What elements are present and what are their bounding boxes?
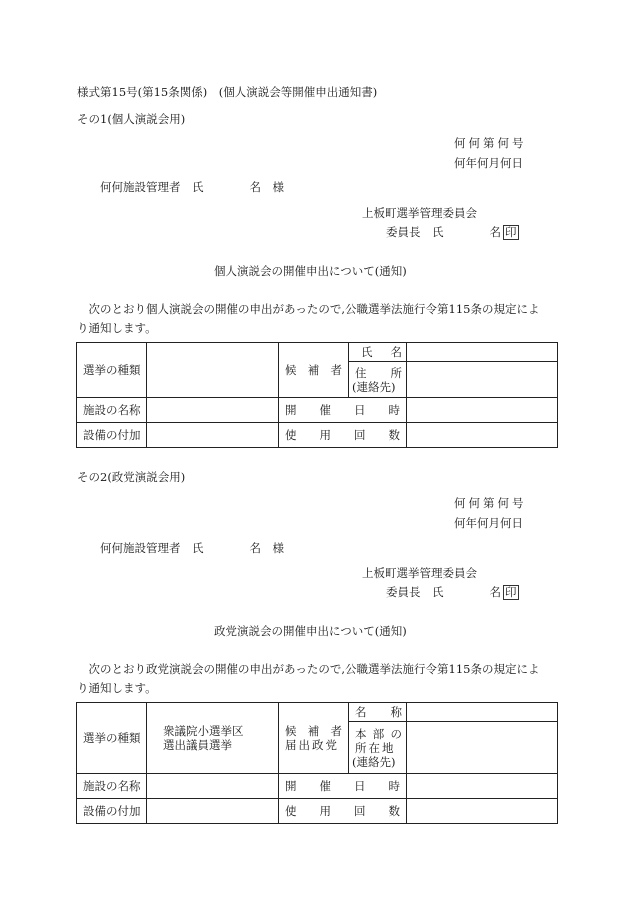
part1-address-value	[407, 362, 558, 398]
part2-datetime-value	[407, 774, 558, 799]
part1-date: 何年何月何日	[454, 156, 523, 170]
part2-usage-value	[407, 799, 558, 824]
part1-usage-value	[407, 423, 558, 448]
part1-body-line1: 次のとおり個人演説会の開催の申出があったので,公職選挙法施行令第115条の規定によ	[77, 302, 540, 316]
part2-sender	[386, 585, 519, 600]
part1-datetime-value	[407, 398, 558, 423]
part1-heading: その1(個人演説会用)	[77, 112, 186, 126]
part2-facility-value	[147, 774, 279, 799]
part2-hq-value	[407, 722, 558, 774]
part1-election-type-label: 選挙の種類	[77, 343, 147, 398]
part1-usage-label: 使 用 回 数	[279, 423, 407, 448]
part2-body-line2: り通知します。	[77, 681, 157, 695]
part2-name-value	[407, 703, 558, 722]
part1-equipment-value	[147, 423, 279, 448]
part2-datetime-label: 開 催 日 時	[279, 774, 407, 799]
part1-table	[76, 342, 558, 448]
part1-title: 個人演説会の開催申出について(通知)	[214, 264, 407, 278]
part1-sender	[386, 225, 519, 240]
part2-addressee: 何何施設管理者 氏 名 様	[100, 541, 284, 555]
part2-election-type-line2: 選出議員選挙	[163, 738, 232, 752]
part1-sender-name: 委員長 氏 名	[386, 225, 501, 239]
part1-doc-number: 何何第何号	[454, 136, 527, 150]
part1-candidate-label: 候 補 者	[279, 343, 349, 398]
part2-hq-label: 本 部 の 所在地 (連絡先)	[349, 722, 407, 774]
part1-facility-value	[147, 398, 279, 423]
part2-equipment-value	[147, 799, 279, 824]
part1-name-label: 氏 名	[349, 343, 407, 362]
part2-election-type-label: 選挙の種類	[77, 703, 147, 774]
part1-address-label: 住 所 (連絡先)	[349, 362, 407, 398]
part1-sender-org: 上板町選挙管理委員会	[362, 206, 477, 220]
part2-party-label: 候 補 者 届出政党	[279, 703, 349, 774]
part1-datetime-label: 開 催 日 時	[279, 398, 407, 423]
part1-body-line2: り通知します。	[77, 321, 157, 335]
part1-seal: 印	[505, 225, 517, 239]
part2-equipment-label: 設備の付加	[77, 799, 147, 824]
part2-sender-org: 上板町選挙管理委員会	[362, 566, 477, 580]
part2-sender-name: 委員長 氏 名	[386, 585, 501, 599]
part1-equipment-label: 設備の付加	[77, 423, 147, 448]
part2-facility-label: 施設の名称	[77, 774, 147, 799]
part2-table	[76, 702, 558, 824]
part2-title: 政党演説会の開催申出について(通知)	[214, 624, 407, 638]
part2-name-label: 名 称	[349, 703, 407, 722]
part1-facility-label: 施設の名称	[77, 398, 147, 423]
part1-election-type-value	[147, 343, 279, 398]
part2-heading: その2(政党演説会用)	[77, 470, 186, 484]
form-header: 様式第15号(第15条関係) (個人演説会等開催申出通知書)	[77, 85, 378, 99]
part2-seal: 印	[505, 585, 517, 599]
part2-usage-label: 使 用 回 数	[279, 799, 407, 824]
part1-name-value	[407, 343, 558, 362]
part2-doc-number: 何何第何号	[454, 496, 527, 510]
part2-election-type-value	[147, 703, 279, 774]
part2-body-line1: 次のとおり政党演説会の開催の申出があったので,公職選挙法施行令第115条の規定によ	[77, 662, 540, 676]
part2-election-type-line1: 衆議院小選挙区	[163, 724, 244, 738]
part2-date: 何年何月何日	[454, 516, 523, 530]
part1-addressee: 何何施設管理者 氏 名 様	[100, 180, 284, 194]
